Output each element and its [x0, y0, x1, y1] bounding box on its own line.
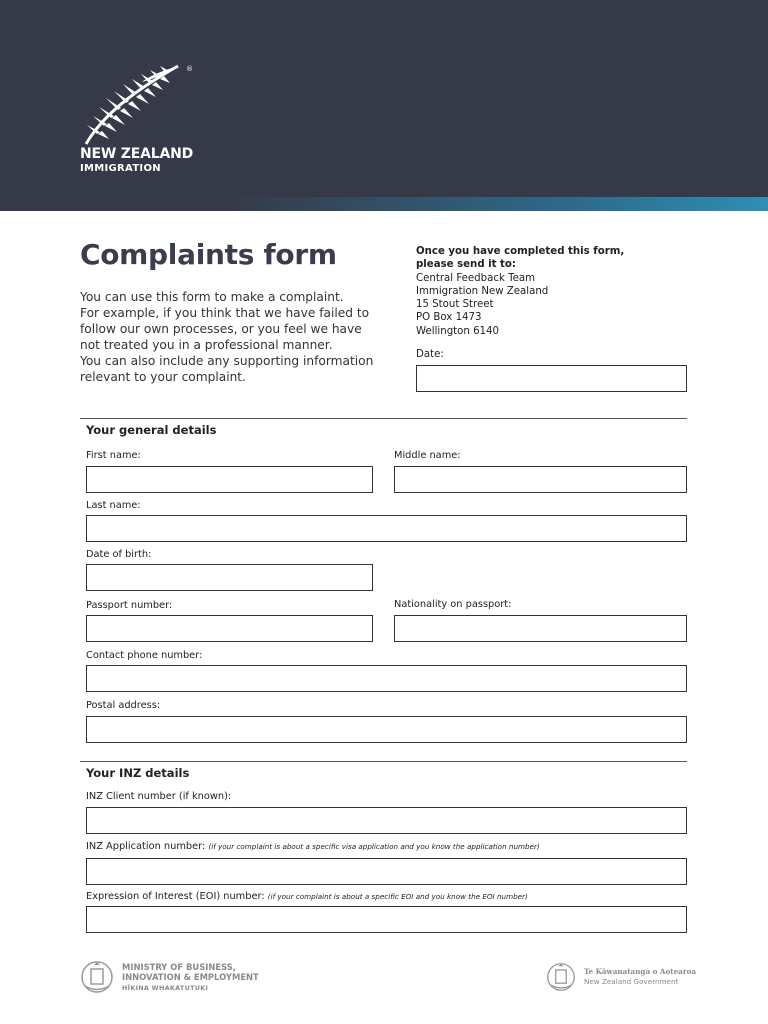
govt-line: New Zealand Government — [584, 977, 679, 986]
address-line: Wellington 6140 — [416, 325, 500, 337]
nationality-field[interactable] — [394, 615, 687, 642]
coat-of-arms-icon — [80, 960, 114, 994]
eoi-number-label — [86, 891, 528, 902]
client-number-field[interactable] — [86, 807, 687, 834]
mbie-text — [122, 962, 259, 993]
mbie-line: INNOVATION & EMPLOYMENT — [122, 972, 259, 983]
dob-field[interactable] — [86, 564, 373, 591]
send-to-block — [416, 245, 696, 338]
postal-address-field[interactable] — [86, 716, 687, 743]
last-name-field[interactable] — [86, 515, 687, 542]
eoi-number-note: (if your complaint is about a specific EOI and you know the EOI number) — [267, 892, 528, 901]
mbie-line: HĪKINA WHAKATUTUKI — [122, 983, 209, 992]
first-name-label: First name: — [86, 450, 141, 461]
date-label: Date: — [416, 349, 444, 360]
intro-paragraph: You can also include any supporting information relevant to your complaint. — [80, 353, 374, 384]
mbie-line: MINISTRY OF BUSINESS, — [122, 962, 236, 972]
application-number-field[interactable] — [86, 858, 687, 885]
send-to-lead: Once you have completed this form, please send it to: — [416, 246, 625, 271]
page-title: Complaints form — [80, 238, 337, 271]
intro-paragraph: You can use this form to make a complaint. — [80, 290, 344, 304]
client-number-label: INZ Client number (if known): — [86, 791, 232, 802]
application-number-note: (if your complaint is about a specific visa application and you know the application number) — [208, 842, 540, 851]
date-field[interactable] — [416, 365, 687, 392]
application-number-label-text: INZ Application number: — [86, 841, 206, 852]
nationality-label: Nationality on passport: — [394, 599, 512, 610]
general-details-heading: Your general details — [86, 423, 217, 437]
govt-line: Te Kāwanatanga o Aotearoa — [584, 967, 697, 976]
inz-details-heading: Your INZ details — [86, 766, 190, 780]
header-stripe — [0, 197, 768, 211]
passport-number-label: Passport number: — [86, 600, 173, 611]
application-number-label — [86, 841, 540, 852]
postal-address-label: Postal address: — [86, 700, 161, 711]
phone-field[interactable] — [86, 665, 687, 692]
phone-label: Contact phone number: — [86, 650, 203, 661]
intro-text — [80, 290, 380, 385]
first-name-field[interactable] — [86, 466, 373, 493]
passport-number-field[interactable] — [86, 615, 373, 642]
govt-text — [584, 967, 696, 987]
last-name-label: Last name: — [86, 500, 141, 511]
coat-of-arms-icon — [546, 962, 576, 992]
middle-name-label: Middle name: — [394, 450, 461, 461]
silver-fern-icon — [80, 62, 195, 146]
middle-name-field[interactable] — [394, 466, 687, 493]
trademark-symbol: ® — [186, 65, 193, 73]
eoi-number-field[interactable] — [86, 906, 687, 933]
address-line: 15 Stout Street — [416, 299, 494, 311]
logo-line-immigration: IMMIGRATION — [80, 163, 161, 174]
logo-line-new-zealand: NEW ZEALAND — [80, 146, 194, 162]
intro-paragraph: For example, if you think that we have failed to follow our own processes, or you feel we have not treated you in a professional manner. — [80, 305, 370, 352]
address-line: Central Feedback Team — [416, 272, 536, 284]
address-line: Immigration New Zealand — [416, 285, 549, 297]
section-divider — [80, 761, 687, 762]
dob-label: Date of birth: — [86, 549, 152, 560]
address-line: PO Box 1473 — [416, 312, 482, 324]
eoi-number-label-text: Expression of Interest (EOI) number: — [86, 891, 265, 902]
section-divider — [80, 418, 687, 419]
nz-immigration-logo — [80, 62, 210, 175]
